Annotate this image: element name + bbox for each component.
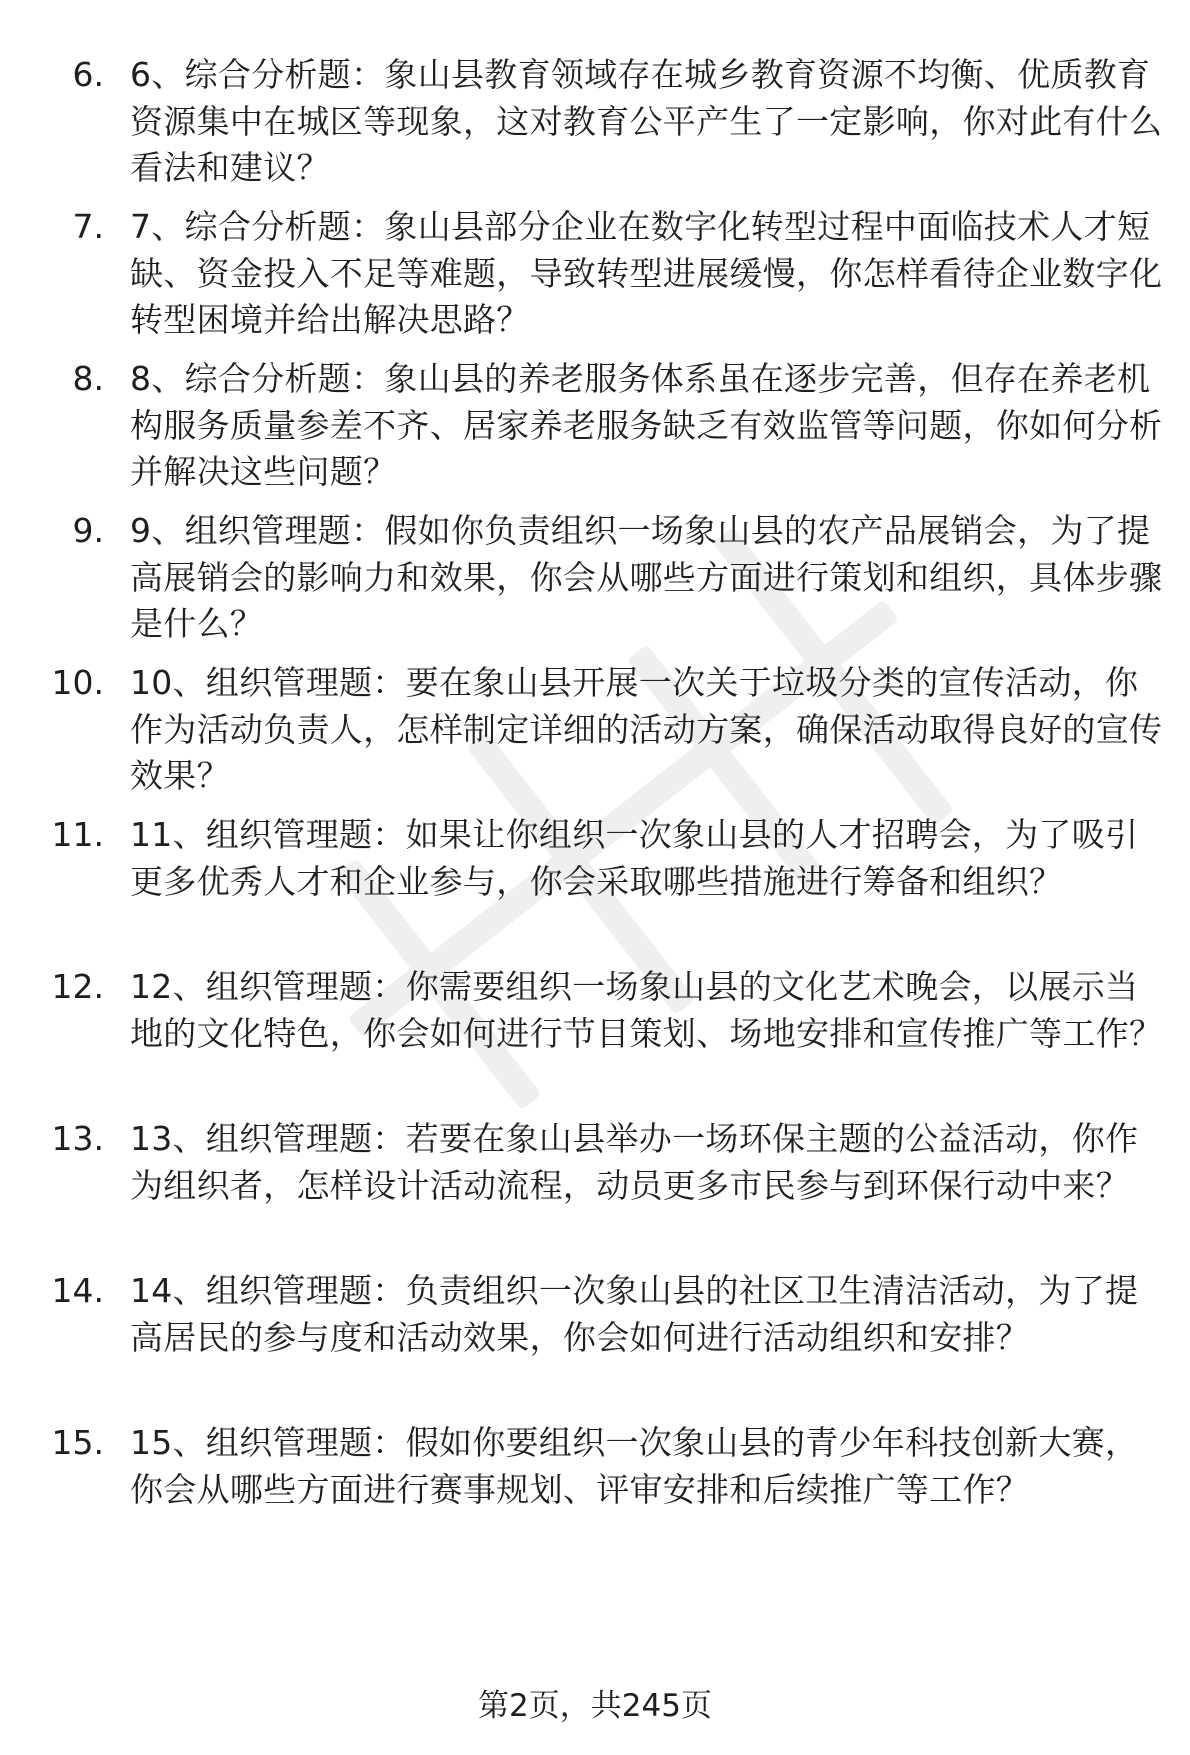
item-number: 9. (72, 511, 104, 550)
item-text: 14、组织管理题：负责组织一次象山县的社区卫生清洁活动，为了提高居民的参与度和活动效果，你会如何进行活动组织和安排？ (130, 1271, 1139, 1357)
item-text: 11、组织管理题：如果让你组织一次象山县的人才招聘会，为了吸引更多优秀人才和企业参与，你会采取哪些措施进行筹备和组织？ (130, 815, 1139, 901)
item-number: 10. (51, 663, 104, 702)
list-item (0, 1268, 1190, 1420)
item-text: 10、组织管理题：要在象山县开展一次关于垃圾分类的宣传活动，你作为活动负责人，怎样制定详细的活动方案，确保活动取得良好的宣传效果？ (130, 663, 1163, 796)
item-number: 15. (51, 1423, 104, 1462)
page-footer: 第2页，共245页 (478, 1688, 712, 1724)
list-item (0, 508, 1190, 660)
item-text: 9、组织管理题：假如你负责组织一场象山县的农产品展销会，为了提高展销会的影响力和效果，你会从哪些方面进行策划和组织，具体步骤是什么？ (130, 511, 1163, 644)
list-item (0, 964, 1190, 1116)
item-number: 14. (51, 1271, 104, 1310)
list-item (0, 660, 1190, 812)
item-text: 12、组织管理题：你需要组织一场象山县的文化艺术晚会，以展示当地的文化特色，你会如何进行节目策划、场地安排和宣传推广等工作？ (130, 967, 1163, 1053)
item-text: 7、综合分析题：象山县部分企业在数字化转型过程中面临技术人才短缺、资金投入不足等难题，导致转型进展缓慢，你怎样看待企业数字化转型困境并给出解决思路？ (130, 207, 1163, 340)
list-item (0, 1420, 1190, 1572)
item-number: 12. (51, 967, 104, 1006)
item-text: 8、综合分析题：象山县的养老服务体系虽在逐步完善，但存在养老机构服务质量参差不齐、居家养老服务缺乏有效监管等问题，你如何分析并解决这些问题？ (130, 359, 1163, 492)
list-item (0, 52, 1190, 204)
item-text: 13、组织管理题：若要在象山县举办一场环保主题的公益活动，你作为组织者，怎样设计活动流程，动员更多市民参与到环保行动中来？ (130, 1119, 1139, 1205)
item-text: 6、综合分析题：象山县教育领域存在城乡教育资源不均衡、优质教育资源集中在城区等现象，这对教育公平产生了一定影响，你对此有什么看法和建议？ (130, 55, 1163, 188)
item-number: 7. (72, 207, 104, 246)
item-number: 11. (51, 815, 104, 854)
list-item (0, 1116, 1190, 1268)
list-item (0, 356, 1190, 508)
list-item (0, 812, 1190, 964)
item-number: 13. (51, 1119, 104, 1158)
list-item (0, 204, 1190, 356)
item-number: 6. (72, 55, 104, 94)
item-text: 15、组织管理题：假如你要组织一次象山县的青少年科技创新大赛，你会从哪些方面进行赛事规划、评审安排和后续推广等工作？ (130, 1423, 1139, 1509)
question-list (0, 52, 1190, 1572)
item-number: 8. (72, 359, 104, 398)
